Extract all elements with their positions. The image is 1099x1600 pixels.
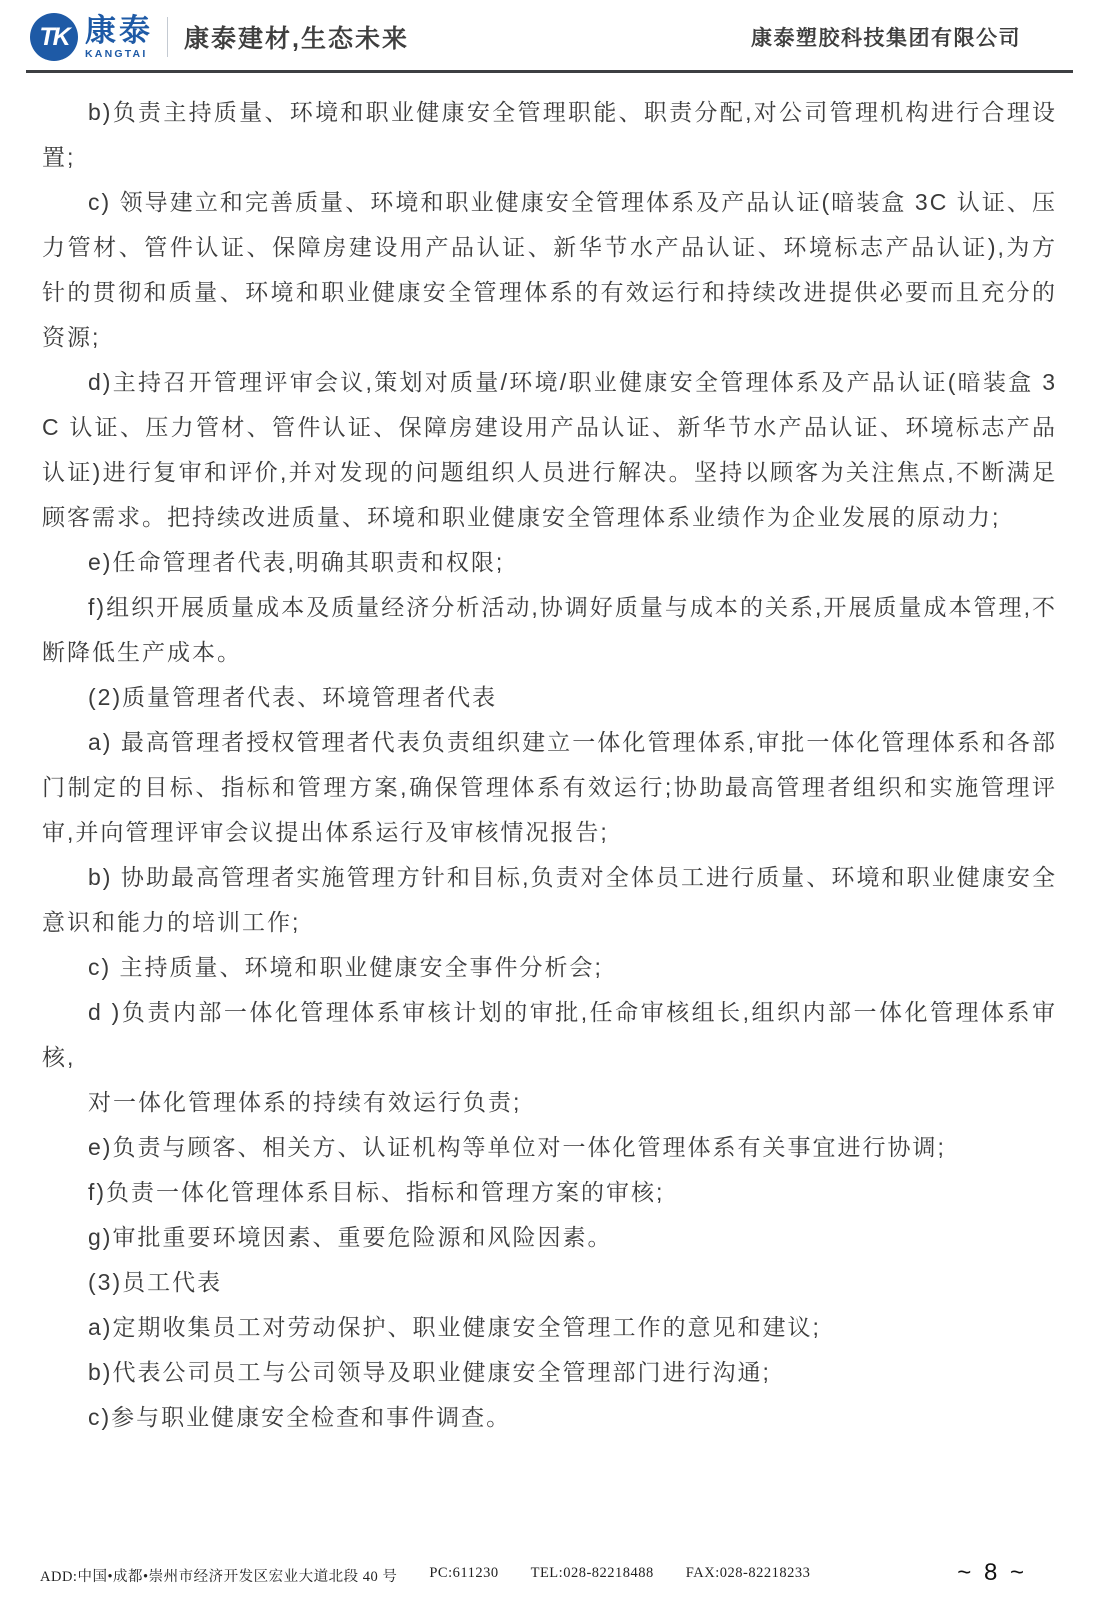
- body-paragraph: e)任命管理者代表,明确其职责和权限;: [88, 549, 505, 575]
- body-paragraph: c) 主持质量、环境和职业健康安全事件分析会;: [88, 954, 603, 980]
- footer-fax: FAX:028-82218233: [685, 1565, 811, 1581]
- page-footer: [0, 1560, 1099, 1586]
- body-paragraph: f)负责一体化管理体系目标、指标和管理方案的审核;: [88, 1179, 665, 1205]
- body-paragraph: a) 最高管理者授权管理者代表负责组织建立一体化管理体系,审批一体化管理体系和各部门制定的目标、指标和管理方案,确保管理体系有效运行;协助最高管理者组织和实施管理评审,并向管理评审会议提出体系运行及审核情况报告;: [42, 729, 1057, 845]
- body-paragraph: d )负责内部一体化管理体系审核计划的审批,任命审核组长,组织内部一体化管理体系审核,: [42, 999, 1057, 1070]
- document-body: [0, 73, 1099, 1440]
- footer-postal-code: PC:611230: [429, 1565, 499, 1581]
- body-paragraph: b) 协助最高管理者实施管理方针和目标,负责对全体员工进行质量、环境和职业健康安全意识和能力的培训工作;: [42, 864, 1057, 935]
- company-name: 康泰塑胶科技集团有限公司: [751, 27, 1021, 50]
- body-paragraph: d)主持召开管理评审会议,策划对质量/环境/职业健康安全管理体系及产品认证(暗装盒 3C 认证、压力管材、管件认证、保障房建设用产品认证、新华节水产品认证、环境标志产品认证)进行复审和评价,并对发现的问题组织人员进行解决。坚持以顾客为关注焦点,不断满足顾客需求。把持续改进质量、环境和职业健康安全管理体系业绩作为企业发展的原动力;: [42, 369, 1057, 530]
- header-divider: [167, 17, 168, 57]
- brand-name-cn: 康泰: [85, 12, 153, 48]
- brand-text: [85, 12, 153, 60]
- footer-telephone: TEL:028-82218488: [530, 1565, 654, 1581]
- body-paragraph: f)组织开展质量成本及质量经济分析活动,协调好质量与成本的关系,开展质量成本管理,不断降低生产成本。: [42, 594, 1057, 665]
- page-header: [0, 0, 1099, 70]
- body-paragraph: c)参与职业健康安全检查和事件调查。: [88, 1404, 512, 1430]
- body-paragraph: b)负责主持质量、环境和职业健康安全管理职能、职责分配,对公司管理机构进行合理设置;: [42, 99, 1057, 170]
- company-logo: [30, 13, 409, 61]
- footer-address: ADD:中国•成都•崇州市经济开发区宏业大道北段 40 号: [40, 1569, 398, 1585]
- body-paragraph: (3)员工代表: [88, 1269, 223, 1295]
- footer-contact-info: [40, 1565, 810, 1586]
- kangtai-tk-logo-icon: TK: [30, 13, 78, 61]
- body-paragraph: b)代表公司员工与公司领导及职业健康安全管理部门进行沟通;: [88, 1359, 771, 1385]
- brand-name-en: KANGTAI: [85, 47, 148, 60]
- body-paragraph: e)负责与顾客、相关方、认证机构等单位对一体化管理体系有关事宜进行协调;: [88, 1134, 946, 1160]
- body-paragraph: (2)质量管理者代表、环境管理者代表: [88, 684, 498, 710]
- body-paragraph: g)审批重要环境因素、重要危险源和风险因素。: [88, 1224, 613, 1250]
- body-paragraph: c) 领导建立和完善质量、环境和职业健康安全管理体系及产品认证(暗装盒 3C 认证、压力管材、管件认证、保障房建设用产品认证、新华节水产品认证、环境标志产品认证),为方针的贯彻和质量、环境和职业健康安全管理体系的有效运行和持续改进提供必要而且充分的资源;: [42, 189, 1057, 350]
- body-paragraph: 对一体化管理体系的持续有效运行负责;: [88, 1089, 522, 1115]
- body-paragraph: a)定期收集员工对劳动保护、职业健康安全管理工作的意见和建议;: [88, 1314, 821, 1340]
- page-number: ~ 8 ~: [957, 1558, 1027, 1586]
- company-tagline: 康泰建材,生态未来: [184, 25, 409, 53]
